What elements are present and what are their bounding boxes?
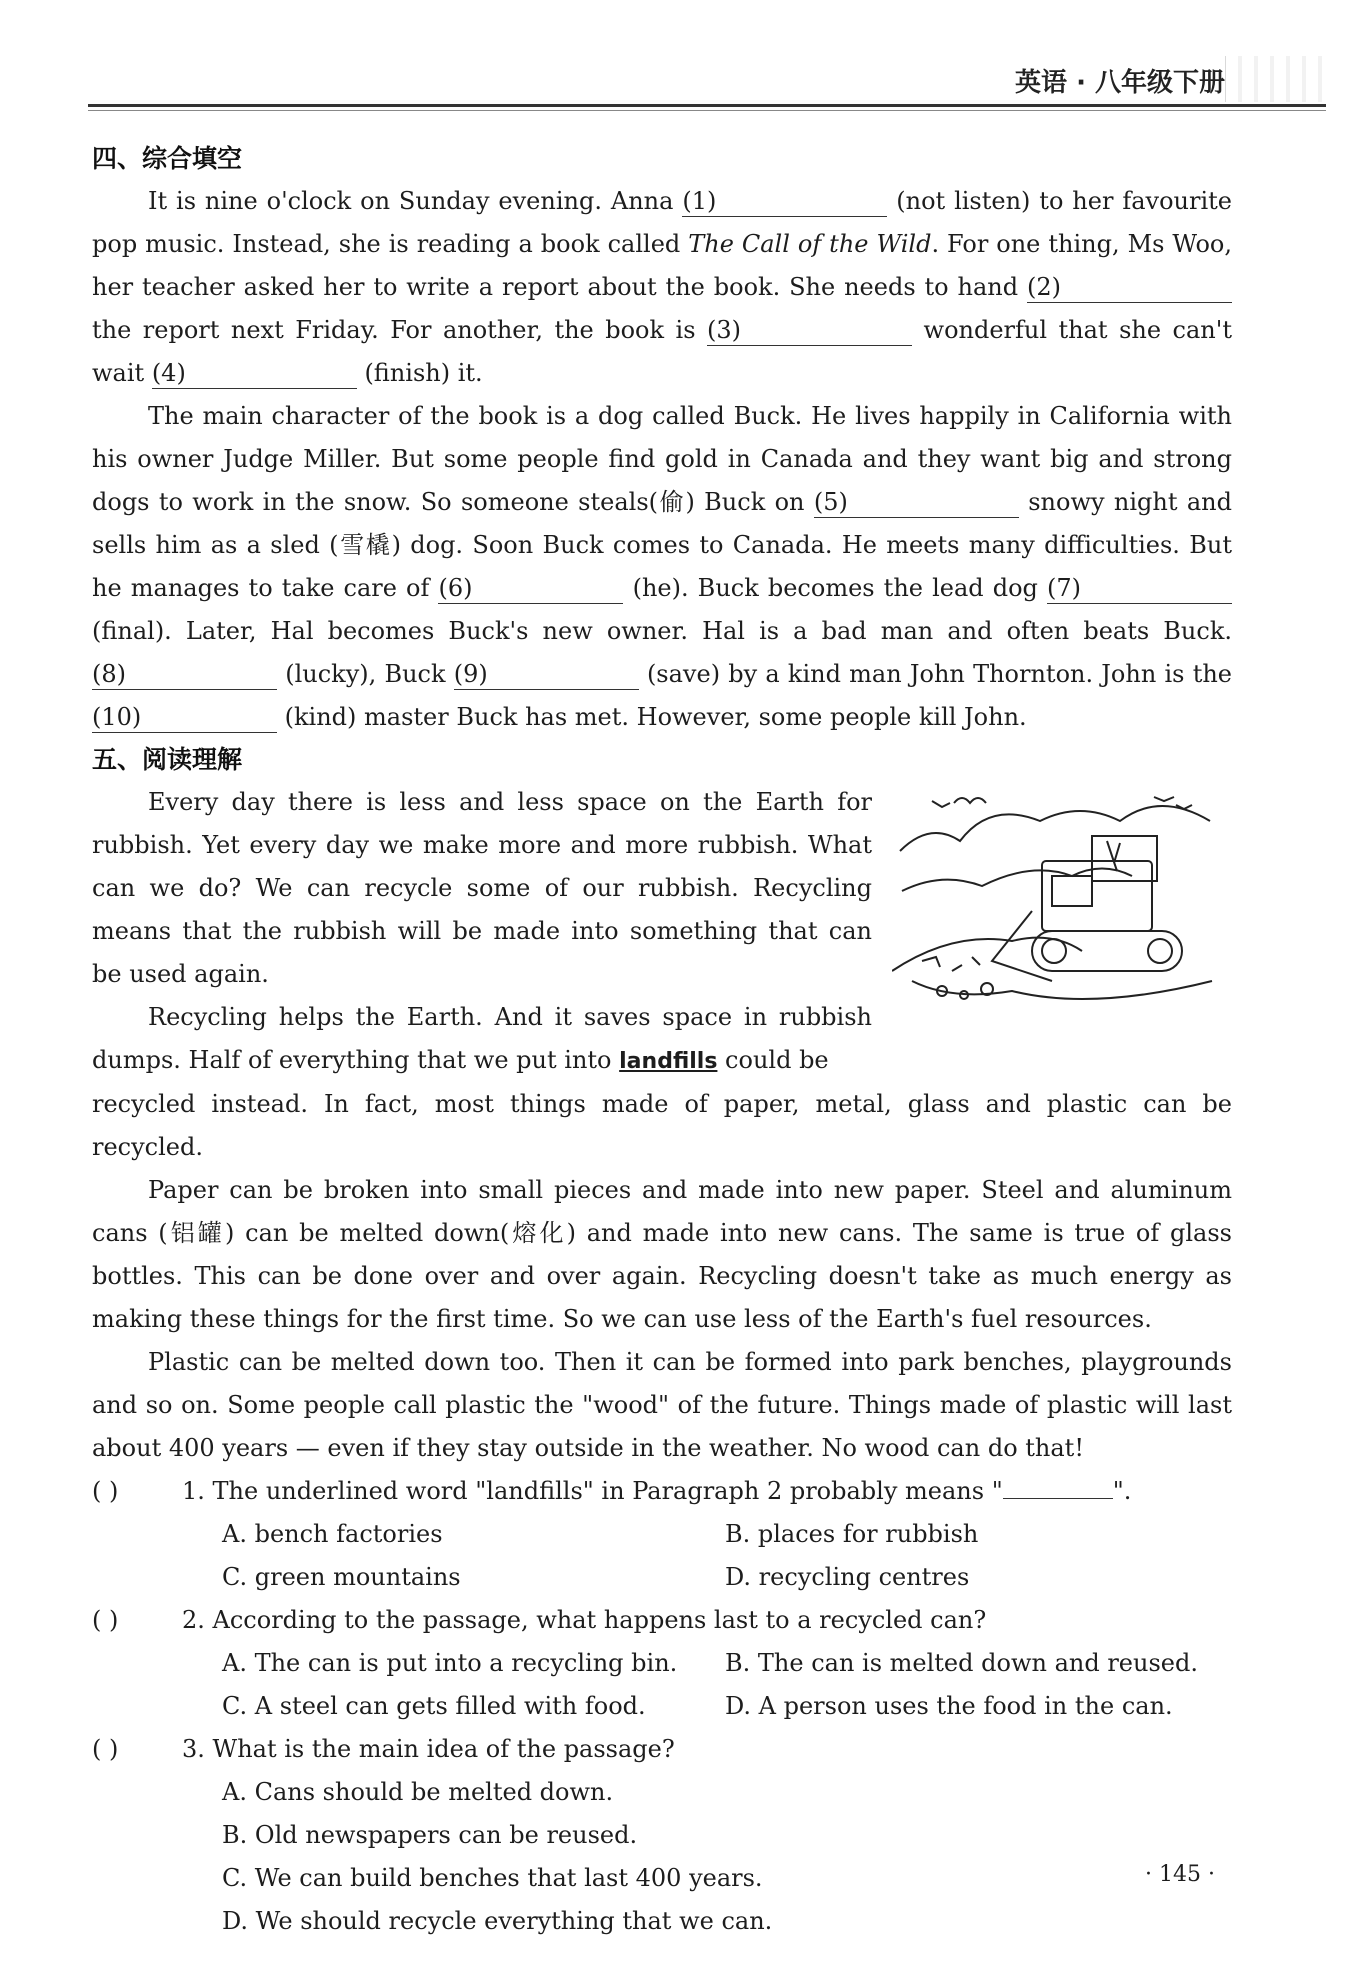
text: snowy night and sells him as a sled (雪橇) dog. Soon Buck comes to Canada. He meets many difficulties. But he manages to take care of — [92, 488, 1232, 602]
text: could be — [717, 1046, 829, 1074]
blank-number: (3) — [707, 316, 742, 344]
blank-10[interactable] — [92, 702, 277, 733]
page-header — [0, 0, 1350, 110]
blank-9[interactable] — [454, 659, 639, 690]
blank-2[interactable] — [1027, 272, 1232, 303]
text: (finish) it. — [356, 359, 483, 387]
text: (kind) master Buck has met. However, some people kill John. — [277, 703, 1027, 731]
text: (final). Later, Hal becomes Buck's new owner. Hal is a bad man and often beats Buck. — [92, 617, 1232, 645]
book-title: 英语 · 八年级下册 — [1015, 68, 1225, 98]
question-stem — [182, 1470, 1131, 1513]
book-title-italic: The Call of the Wild — [688, 230, 932, 258]
option-b[interactable]: B. Old newspapers can be reused. — [222, 1821, 638, 1849]
reading-heading: 五、阅读理解 — [92, 745, 243, 774]
bird-icon — [932, 801, 950, 807]
reading-passage — [92, 781, 1232, 1470]
option-d[interactable]: D. recycling centres — [725, 1563, 970, 1591]
option-a[interactable]: A. bench factories — [222, 1520, 443, 1548]
reading-paragraph-1: Every day there is less and less space on the Earth for rubbish. Yet every day we make more and more rubbish. What can we do? We can recycle some of our rubbish. Recycling means that the rubbish will be made into something that can be used again. — [92, 788, 872, 988]
answer-blank[interactable] — [1003, 1498, 1113, 1499]
bulldozer-illustration — [892, 781, 1232, 1031]
blank-number: (6) — [438, 574, 473, 602]
cloze-paragraph-2 — [92, 395, 1232, 739]
blank-7[interactable] — [1047, 573, 1232, 604]
answer-paren[interactable]: ( ) — [92, 1735, 119, 1763]
blank-number: (2) — [1027, 273, 1061, 301]
blank-number: (8) — [92, 660, 126, 688]
header-rule-thin — [88, 110, 1326, 111]
answer-paren[interactable]: ( ) — [92, 1606, 119, 1634]
reading-paragraph-2-cont: recycled instead. In fact, most things made of paper, metal, glass and plastic can be recycled. — [92, 1090, 1232, 1161]
blank-1[interactable] — [682, 186, 887, 217]
blank-6[interactable] — [438, 573, 623, 604]
bird-icon — [954, 798, 986, 803]
question-stem: 2. According to the passage, what happens last to a recycled can? — [182, 1606, 987, 1634]
blank-8[interactable] — [92, 659, 277, 690]
option-d[interactable]: D. We should recycle everything that we can. — [222, 1907, 773, 1935]
text: (he). Buck becomes the lead dog — [623, 574, 1047, 602]
text: (not listen) to her favourite pop music. Instead, she is reading a book called — [92, 187, 1232, 258]
header-rule — [88, 104, 1326, 107]
blank-number: (10) — [92, 703, 142, 731]
page-number: · 145 · — [1145, 1862, 1215, 1887]
text: 1. The underlined word "landfills" in Paragraph 2 probably means " — [182, 1477, 1003, 1505]
option-b[interactable]: B. places for rubbish — [725, 1520, 979, 1548]
bird-icon — [1154, 797, 1174, 801]
cloze-heading: 四、综合填空 — [92, 144, 243, 173]
option-c[interactable]: C. green mountains — [222, 1563, 461, 1591]
blank-number: (1) — [682, 187, 717, 215]
blank-number: (9) — [453, 660, 488, 688]
blank-3[interactable] — [707, 315, 912, 346]
question-stem: 3. What is the main idea of the passage? — [182, 1735, 675, 1763]
header-decoration — [1225, 56, 1326, 102]
option-a[interactable]: A. Cans should be melted down. — [222, 1778, 614, 1806]
question-1 — [92, 1470, 1232, 1599]
option-a[interactable]: A. The can is put into a recycling bin. — [222, 1649, 678, 1677]
blank-4[interactable] — [152, 358, 357, 389]
reading-paragraph-3: Paper can be broken into small pieces and made into new paper. Steel and aluminum cans (铝罐) can be melted down(熔化) and made into new cans. The same is true of glass bottles. This can be done over and over again. Recycling doesn't take as much energy as making these things for the first time. So we can use less of the Earth's fuel resources. — [92, 1176, 1232, 1333]
underlined-word: landfills — [619, 1049, 718, 1074]
blank-number: (4) — [151, 359, 186, 387]
text: Recycling helps the Earth. And it saves space in rubbish dumps. Half of everything that we put into — [92, 1003, 872, 1074]
cloze-paragraph-1 — [92, 180, 1232, 395]
text: It is nine o'clock on Sunday evening. Anna — [148, 187, 683, 215]
page-content — [92, 138, 1232, 1943]
answer-paren[interactable]: ( ) — [92, 1477, 119, 1505]
option-c[interactable]: C. A steel can gets filled with food. — [222, 1692, 646, 1720]
option-c[interactable]: C. We can build benches that last 400 years. — [222, 1864, 763, 1892]
text: The main character of the book is a dog called Buck. He lives happily in California with his owner Judge Miller. But some people find gold in Canada and they want big and strong dogs to work in the snow. So someone steals(偷) Buck on — [92, 402, 1232, 516]
option-d[interactable]: D. A person uses the food in the can. — [725, 1692, 1173, 1720]
text: ". — [1112, 1477, 1132, 1505]
option-b[interactable]: B. The can is melted down and reused. — [725, 1649, 1198, 1677]
text: (lucky), Buck — [277, 660, 454, 688]
reading-paragraph-4: Plastic can be melted down too. Then it can be formed into park benches, playgrounds and so on. Some people call plastic the "wood" of the future. Things made of plastic will last about 400 years — even if they stay outside in the weather. No wood can do that! — [92, 1348, 1232, 1462]
question-3 — [92, 1728, 1232, 1943]
text: wonderful that she can't wait — [92, 316, 1232, 387]
blank-5[interactable] — [814, 487, 1019, 518]
text: the report next Friday. For another, the book is — [92, 316, 708, 344]
reading-paragraph-2 — [92, 996, 872, 1083]
text: . For one thing, Ms Woo, her teacher asked her to write a report about the book. She needs to hand — [92, 230, 1233, 301]
blank-number: (7) — [1047, 574, 1081, 602]
text: (save) by a kind man John Thornton. John is the — [638, 660, 1232, 688]
blank-number: (5) — [813, 488, 848, 516]
question-2 — [92, 1599, 1232, 1728]
